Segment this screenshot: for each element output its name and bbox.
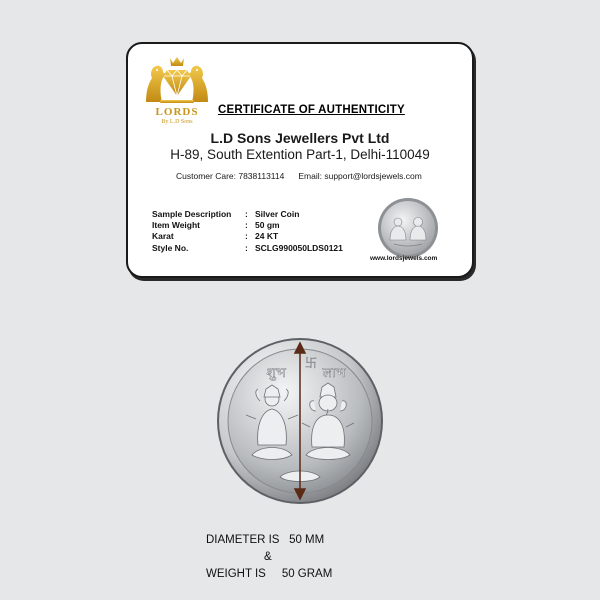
ampersand-text: & xyxy=(264,551,272,563)
detail-value: Silver Coin xyxy=(255,209,300,219)
weight-text: WEIGHT IS 50 GRAM xyxy=(206,568,333,580)
detail-value: 24 KT xyxy=(255,231,279,242)
company-address: H-89, South Extention Part-1, Delhi-110049 xyxy=(170,147,430,162)
inscription-left: शुभ xyxy=(266,365,286,381)
inscription-right: लाभ xyxy=(322,365,346,381)
support-email: Email: support@lordsjewels.com xyxy=(298,171,422,181)
detail-row: Style No. : SCLG990050LDS0121 xyxy=(152,242,343,253)
lions-crest-icon xyxy=(142,52,212,108)
detail-label: Karat xyxy=(152,231,174,242)
detail-row: Sample Description : Silver Coin xyxy=(152,209,300,219)
detail-label: Item Weight xyxy=(152,220,201,231)
website-link: www.lordsjewels.com xyxy=(370,255,438,262)
certificate-title: CERTIFICATE OF AUTHENTICITY xyxy=(218,104,405,116)
diameter-text: DIAMETER IS 50 MM xyxy=(206,534,325,546)
detail-row: Karat : 24 KT xyxy=(152,231,279,242)
logo-name: LORDS xyxy=(155,106,199,118)
detail-value: 50 gm xyxy=(255,220,280,231)
lords-logo xyxy=(142,52,212,134)
customer-care: Customer Care: 7838113114 xyxy=(176,171,285,181)
logo-subtitle: By L.D Sons xyxy=(161,119,193,125)
detail-label: Style No. xyxy=(152,242,189,253)
detail-value: SCLG990050LDS0121 xyxy=(255,242,343,253)
company-name: L.D Sons Jewellers Pvt Ltd xyxy=(210,130,390,146)
certificate-card xyxy=(126,42,474,278)
contact-line xyxy=(176,171,422,181)
item-details xyxy=(152,209,343,254)
silver-coin-image xyxy=(216,337,384,505)
detail-row: Item Weight : 50 gm xyxy=(152,220,280,231)
detail-label: Sample Description xyxy=(152,209,232,219)
swastika-symbol: 卐 xyxy=(304,356,318,370)
coin-specs xyxy=(206,532,396,583)
coin-thumbnail xyxy=(376,196,440,260)
